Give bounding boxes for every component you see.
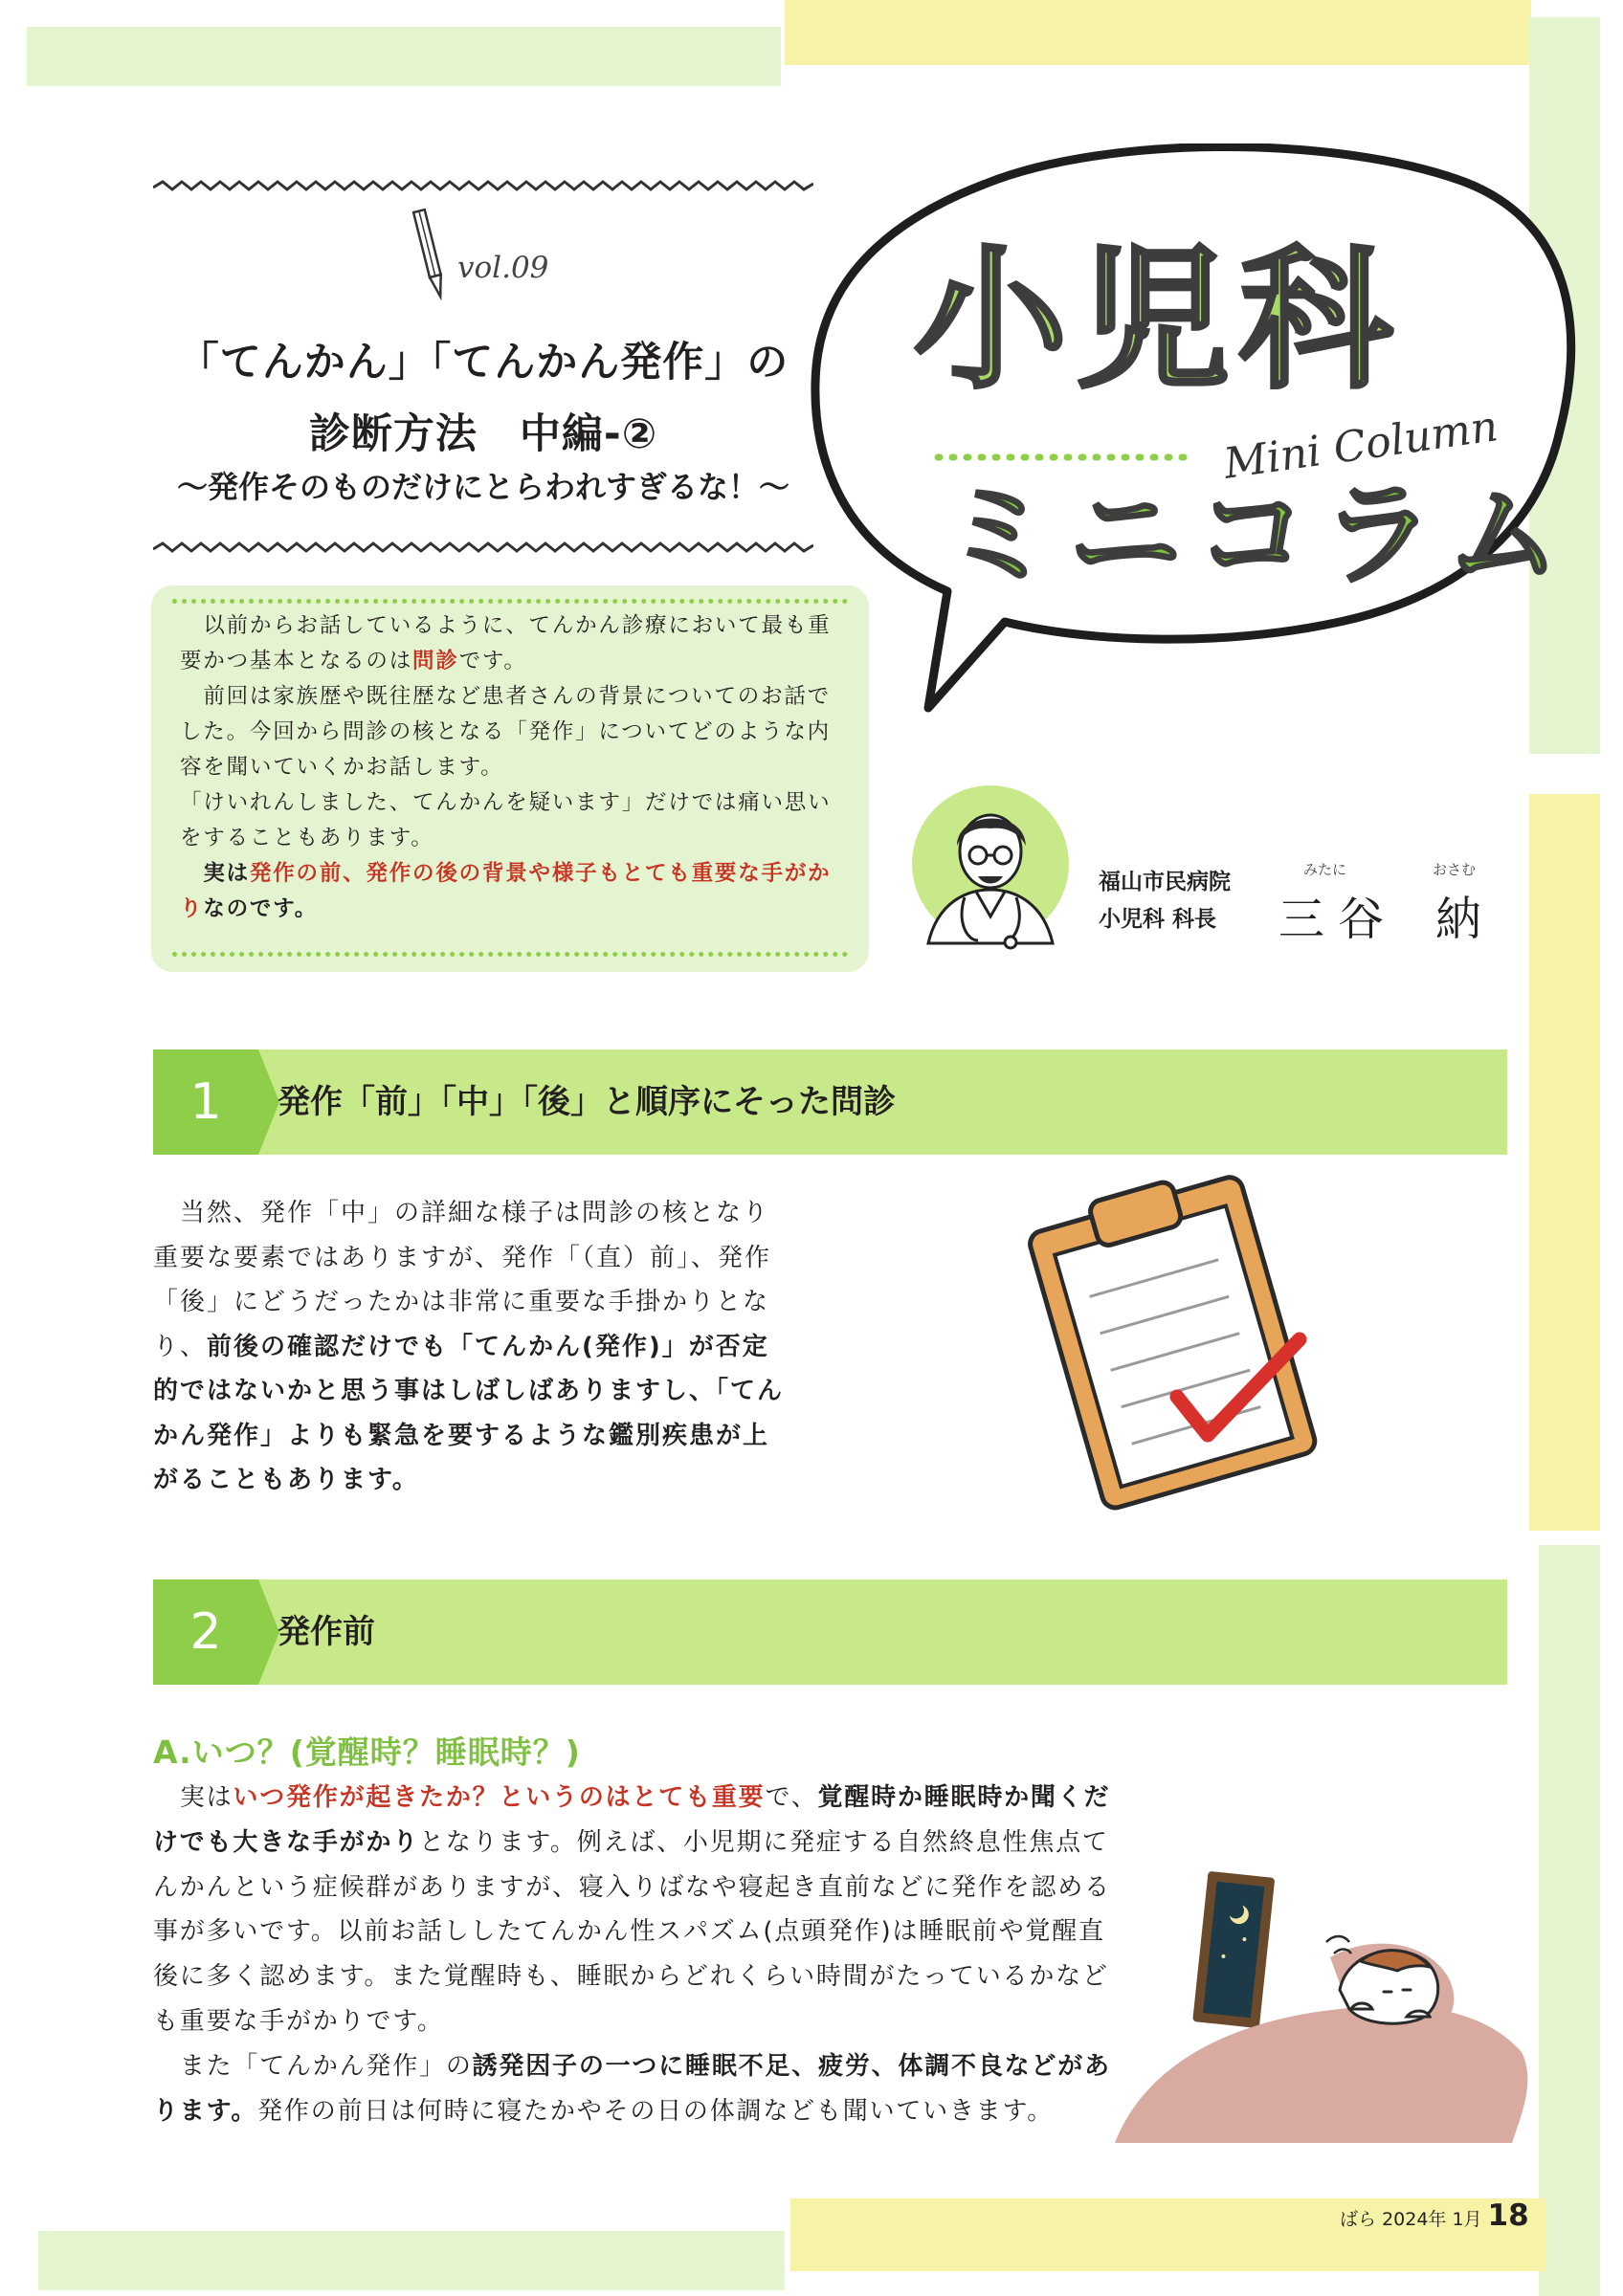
section2-subheading: A.いつ？(覚醒時？睡眠時？) xyxy=(153,1733,581,1771)
deco-stripe xyxy=(785,0,1531,65)
sleeping-child-illustration xyxy=(1110,1866,1531,2152)
column-title: 小児科 xyxy=(914,231,1403,409)
doctor-avatar xyxy=(909,783,1072,964)
page-number: 18 xyxy=(1487,2198,1529,2233)
page-title: 「てんかん」「てんかん発作」の xyxy=(177,339,789,386)
page-footer: ばら 2024年 1月 18 xyxy=(1340,2198,1529,2233)
section-number: 2 xyxy=(153,1579,258,1685)
deco-stripe xyxy=(27,27,781,86)
author-ruby-given: おさむ xyxy=(1433,861,1477,878)
author-hospital: 福山市民病院 xyxy=(1099,870,1231,894)
page-subtitle: ～発作そのものだけにとらわれすぎるな！～ xyxy=(176,469,789,505)
section-header-2 xyxy=(153,1579,1507,1685)
column-subtitle: ミニコラム xyxy=(943,469,1573,601)
intro-paragraph: 以前からお話しているように、てんかん診療において最も重要かつ基本となるのは問診です。 xyxy=(180,613,832,673)
intro-paragraph: 実は発作の前、発作の後の背景や様子もとても重要な手がかりなのです。 xyxy=(180,861,832,921)
section2-body: 実はいつ発作が起きたか？というのはとても重要で、覚醒時か睡眠時か聞くだけでも大きな手がかりとなります。例えば、小児期に発症する自然終息性焦点てんかんという症候群がありますが、寝入りばなや寝起き直前などに発作を認める事が多いです。以前お話ししたてんかん性スパズム(点頭発作)は睡眠前や覚醒直後に多く認めます。また覚醒時も、睡眠からどれくらい時間がたっているかなども重要な手がかりです。 また「てんかん発作」の誘発因子の一つに睡眠不足、疲労、体調不良などがあります。発作の前日は何時に寝たかやその日の体調なども聞いていきます。 xyxy=(153,1783,1111,2126)
pencil-icon xyxy=(407,206,455,301)
wavy-divider xyxy=(153,178,813,197)
section-number: 1 xyxy=(153,1049,258,1155)
author-name-family: 三谷 xyxy=(1278,893,1398,946)
column-english: Mini Column xyxy=(1220,402,1501,489)
wavy-divider xyxy=(153,540,813,559)
volume-number: vol.09 xyxy=(457,251,549,285)
section-title: 発作前 xyxy=(278,1613,375,1651)
deco-stripe xyxy=(1529,794,1600,1531)
deco-stripe xyxy=(38,2231,785,2290)
intro-box xyxy=(151,585,869,972)
section-title: 発作「前」「中」「後」と順序にそった問診 xyxy=(278,1083,896,1121)
page-title-line2: 診断方法 中編-② xyxy=(308,410,658,458)
author-name-given: 納 xyxy=(1435,893,1482,946)
intro-paragraph: 前回は家族歴や既往歴など患者さんの背景についてのお話でした。今回から問診の核となる「発作」についてどのような内容を聞いていくかお話します。 xyxy=(180,684,831,780)
author-ruby-family: みたに xyxy=(1303,861,1347,878)
section-header-1 xyxy=(153,1049,1507,1155)
author-dept: 小児科 科長 xyxy=(1099,907,1217,932)
intro-paragraph: 「けいれんしました、てんかんを疑います」だけでは痛い思いをすることもあります。 xyxy=(180,790,832,850)
clipboard-illustration xyxy=(995,1169,1359,1513)
section1-body: 当然、発作「中」の詳細な様子は問診の核となり重要な要素ではありますが、発作「（直）前」、発作「後」にどうだったかは非常に重要な手掛かりとなり、前後の確認だけでも「てんかん(発作)」が否定的ではないかと思う事はしばしばありますし、「てんかん発作」よりも緊急を要するような鑑別疾患が上がることもあります。 xyxy=(153,1199,785,1494)
deco-stripe xyxy=(1539,1545,1600,2296)
